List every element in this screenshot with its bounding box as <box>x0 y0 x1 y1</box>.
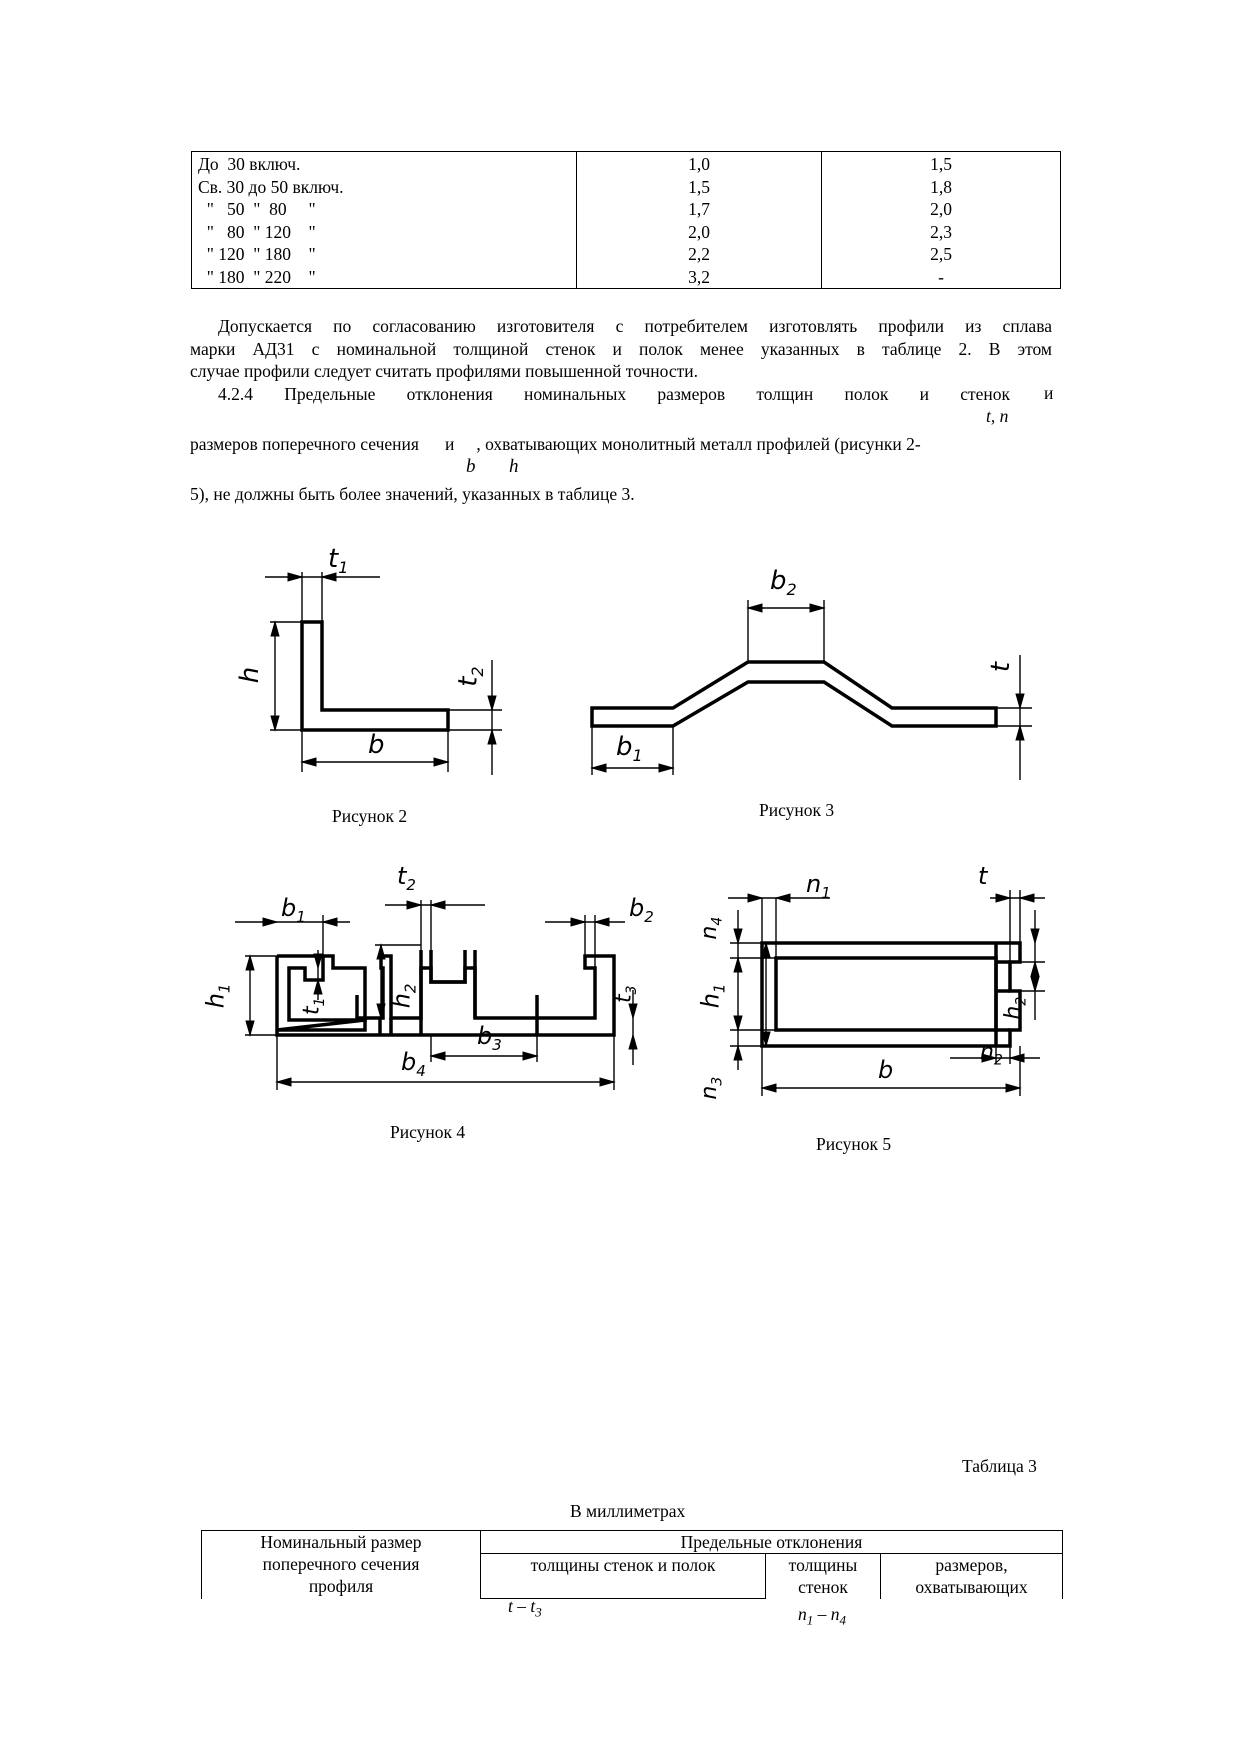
table-3-header <box>201 1530 1063 1599</box>
value-cell: 2,3 <box>930 221 952 242</box>
value-cell: 1,0 <box>688 154 710 174</box>
label-t1: $t_1$ <box>299 997 328 1015</box>
range-cell: Св. 30 до 50 включ. <box>198 176 344 197</box>
paragraph-4-2-4 <box>190 383 1010 406</box>
label-h: h <box>235 666 266 684</box>
table-3-title: Таблица 3 <box>962 1456 1037 1476</box>
value-cell: 1,5 <box>930 154 952 174</box>
figure-2-labels <box>230 544 520 780</box>
value-column-1 <box>577 152 822 289</box>
paragraph-accuracy <box>190 315 1052 383</box>
label-b3: $b_3$ <box>477 1022 502 1054</box>
symbol-t-t3: t – $t_3$ <box>508 1596 542 1620</box>
label-h2: $h_2$ <box>1001 996 1030 1020</box>
value-cell: - <box>938 266 944 287</box>
range-cell: " 50 " 80 " <box>198 199 316 219</box>
text-line: марки АД31 с номинальной толщиной стенок и полок менее указанных в таблице 2. В этом <box>190 338 1052 359</box>
label-b: b <box>368 730 385 760</box>
header-text: размеров, <box>935 1555 1008 1575</box>
text-fragment: и <box>444 434 455 454</box>
label-t: t <box>978 862 988 890</box>
value-cell: 1,5 <box>688 176 710 197</box>
symbol-b: b <box>466 456 476 477</box>
caption-figure-3: Рисунок 3 <box>759 800 835 820</box>
label-h1: $h_1$ <box>696 983 729 1009</box>
symbol-t-n: t, n <box>986 406 1009 426</box>
caption-figure-2: Рисунок 2 <box>332 806 408 826</box>
header-text: охватывающих <box>915 1577 1028 1597</box>
label-t3: $t_3$ <box>611 985 640 1003</box>
value-cell: 2,0 <box>688 221 710 242</box>
figure-4-labels <box>201 862 675 1100</box>
range-column <box>192 152 577 289</box>
value-cell: 1,8 <box>930 176 952 197</box>
figure-5-labels <box>696 862 1060 1110</box>
header-nominal-size <box>202 1531 481 1599</box>
header-text: Номинальный размер <box>260 1532 422 1552</box>
header-limit-deviations: Предельные отклонения <box>481 1531 1063 1554</box>
value-column-2 <box>822 152 1061 289</box>
range-cell: " 80 " 120 " <box>198 221 316 242</box>
label-n1: $n_1$ <box>806 870 831 902</box>
value-cell: 3,2 <box>688 266 710 287</box>
figure-3-labels <box>580 566 1050 790</box>
value-cell: 2,0 <box>930 199 952 219</box>
label-n4: $n_4$ <box>697 916 726 940</box>
label-n3: $n_3$ <box>697 1076 726 1100</box>
text-line: Допускается по согласованию изготовителя с потребителем изготовлять профили из сплава <box>218 316 1052 336</box>
label-h2: $h_2$ <box>387 983 420 1009</box>
text-fragment: размеров поперечного сечения <box>190 434 419 454</box>
label-t2: $t_2$ <box>453 666 487 687</box>
text-line: случае профили следует считать профилями повышенной точности. <box>190 361 699 381</box>
label-t2: $t_2$ <box>397 862 416 894</box>
label-b4: $b_4$ <box>401 1048 426 1080</box>
text-line: 4.2.4 Предельные отклонения номинальных размеров толщин полок и стенок <box>218 384 1010 404</box>
symbol-h: h <box>509 456 519 477</box>
header-text: толщины <box>788 1555 858 1575</box>
label-h1: $h_1$ <box>201 983 234 1009</box>
caption-figure-4: Рисунок 4 <box>390 1122 466 1142</box>
label-b1: $b_1$ <box>281 894 306 926</box>
caption-figure-5: Рисунок 5 <box>816 1134 892 1154</box>
label-b2: $b_2$ <box>629 894 654 926</box>
value-cell: 1,7 <box>688 199 710 219</box>
header-text: поперечного сечения <box>262 1554 420 1574</box>
header-wall-thickness <box>766 1554 881 1599</box>
label-b: b <box>878 1056 894 1084</box>
range-cell: " 120 " 180 " <box>198 244 316 264</box>
range-cell: " 180 " 220 " <box>198 266 316 287</box>
text-line <box>190 434 921 455</box>
header-text: профиля <box>308 1576 374 1596</box>
range-cell: До 30 включ. <box>198 154 301 174</box>
value-cell: 2,2 <box>688 244 710 264</box>
text-and: и <box>1044 383 1054 403</box>
label-b1: $b_1$ <box>616 732 643 766</box>
header-wall-flange-thickness: толщины стенок и полок <box>481 1554 766 1599</box>
symbol-n1-n4: $n_1 - n_4$ <box>798 1604 846 1628</box>
text-fragment: , охватывающих монолитный металл профилей (рисунки 2- <box>476 434 921 454</box>
value-cell: 2,5 <box>930 244 952 264</box>
label-b2: $b_2$ <box>770 566 797 600</box>
text-line: 5), не должны быть более значений, указанных в таблице 3. <box>190 484 635 504</box>
header-text: стенок <box>798 1577 848 1597</box>
label-t: t <box>986 661 1017 673</box>
header-enclosing-dimensions <box>881 1554 1063 1599</box>
table-3-units: В миллиметрах <box>570 1501 686 1521</box>
label-n2: $n_2$ <box>980 1040 1003 1069</box>
tolerance-table-continued <box>191 151 1061 289</box>
label-t1: $t_1$ <box>328 544 349 578</box>
